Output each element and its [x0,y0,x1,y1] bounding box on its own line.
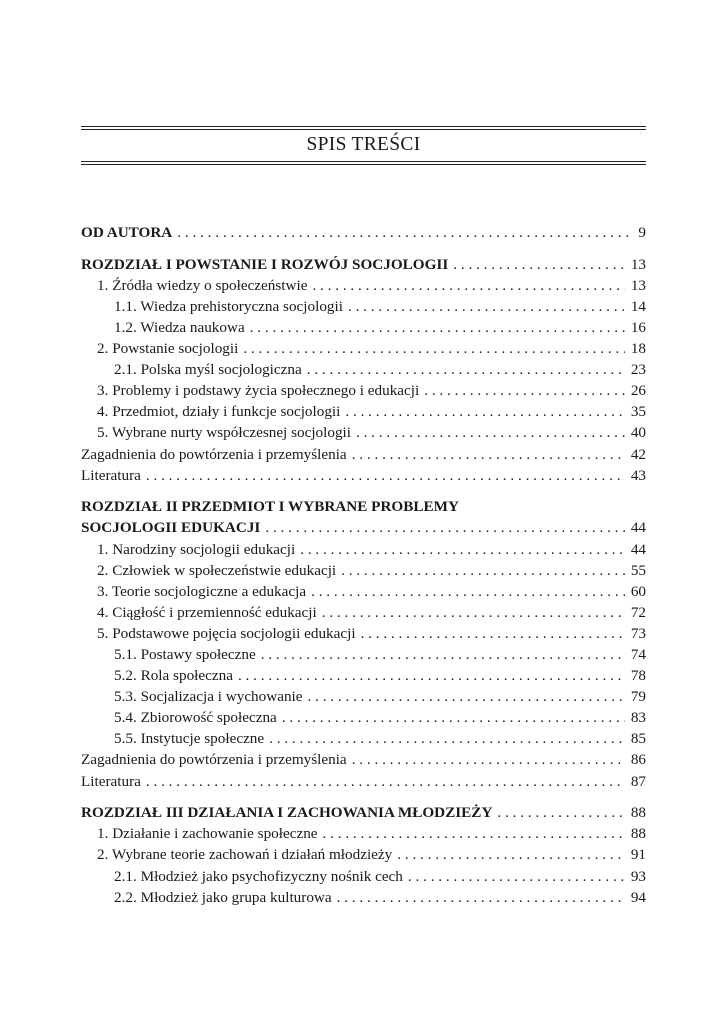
toc-entry[interactable] [81,444,646,465]
toc-page-number: 73 [630,624,646,642]
toc-page-number: 44 [630,540,646,558]
toc-page-number: 87 [630,772,646,790]
toc-entry-label: Zagadnienia do powtórzenia i przemyślenia [81,445,347,463]
toc-page-number: 35 [630,403,646,421]
toc-entry[interactable] [81,707,646,728]
toc-page-number: 60 [630,582,646,600]
dot-leader [322,602,625,623]
toc-entry-label: 5.5. Instytucje społeczne [114,730,265,748]
toc-entry[interactable] [81,844,646,865]
toc-page-number: 44 [630,519,646,537]
toc-entry-label: 4. Przedmiot, działy i funkcje socjologii [97,403,341,421]
toc-entry-label: Literatura [81,772,141,790]
toc-entry-label: 4. Ciągłość i przemienność edukacji [97,603,317,621]
dot-leader [300,539,625,560]
title-top-rule-2 [81,129,646,130]
dot-leader [361,623,625,644]
title-top-rule-1 [81,126,646,127]
dot-leader [356,422,625,443]
dot-leader [397,844,625,865]
toc-entry-label: 5.2. Rola społeczna [114,667,233,685]
dot-leader [453,254,625,275]
toc-page-number: 16 [630,318,646,336]
toc-entry[interactable] [81,771,646,792]
toc-entry-label: 2.2. Młodzież jako grupa kulturowa [114,888,332,906]
toc-entry[interactable] [81,539,646,560]
dot-leader [408,866,625,887]
dot-leader [345,401,624,422]
toc-page-number: 43 [630,466,646,484]
title-bottom-rule-1 [81,161,646,162]
dot-leader [146,465,625,486]
toc-entry-label: 1. Narodziny socjologii edukacji [97,540,296,558]
toc-entry[interactable] [81,749,646,770]
toc-entry[interactable] [81,422,646,443]
toc-page-number: 14 [630,297,646,315]
table-of-contents [81,222,646,908]
toc-page-number: 23 [630,361,646,379]
section-gap [81,486,646,497]
toc-page-number: 42 [630,445,646,463]
toc-entry-label: 5.3. Socjalizacja i wychowanie [114,688,303,706]
dot-leader [265,517,624,538]
toc-chapter-entry[interactable] [81,222,646,243]
toc-entry-label: Zagadnienia do powtórzenia i przemyślenia [81,751,347,769]
toc-chapter-entry[interactable] [81,254,646,275]
toc-entry[interactable] [81,602,646,623]
toc-entry-label: 2. Powstanie socjologii [97,340,239,358]
toc-entry-label: 2.1. Młodzież jako psychofizyczny nośnik cech [114,867,403,885]
section-gap [81,243,646,254]
toc-entry-label: 3. Problemy i podstawy życia społecznego i edukacji [97,382,420,400]
dot-leader [308,686,625,707]
toc-entry[interactable] [81,823,646,844]
dot-leader [497,802,624,823]
toc-chapter-entry[interactable] [81,802,646,823]
dot-leader [341,560,625,581]
toc-entry[interactable] [81,686,646,707]
toc-entry[interactable] [81,296,646,317]
toc-entry[interactable] [81,581,646,602]
toc-page-number: 83 [630,709,646,727]
toc-entry-label: 5. Wybrane nurty współczesnej socjologii [97,424,351,442]
title-bottom-rule-2 [81,164,646,165]
toc-page-number: 94 [630,888,646,906]
toc-page-number: 86 [630,751,646,769]
toc-page-number: 88 [630,825,646,843]
toc-entry-label: 2.1. Polska myśl socjologiczna [114,361,302,379]
toc-entry-label: OD AUTORA [81,224,173,241]
toc-entry[interactable] [81,275,646,296]
toc-entry[interactable] [81,380,646,401]
dot-leader [311,581,625,602]
toc-entry[interactable] [81,338,646,359]
dot-leader [250,317,625,338]
dot-leader [146,771,625,792]
toc-entry-label: 1.2. Wiedza naukowa [114,318,245,336]
dot-leader [307,359,625,380]
toc-page-number: 55 [630,561,646,579]
toc-entry[interactable] [81,359,646,380]
dot-leader [312,275,624,296]
toc-entry-label: 1. Źródła wiedzy o społeczeństwie [97,276,308,294]
dot-leader [282,707,625,728]
toc-entry[interactable] [81,317,646,338]
page-title: SPIS TREŚCI [306,134,421,155]
dot-leader [238,665,625,686]
toc-entry[interactable] [81,465,646,486]
toc-page-number: 78 [630,667,646,685]
toc-page-number: 88 [630,804,646,822]
toc-entry[interactable] [81,560,646,581]
dot-leader [348,296,625,317]
toc-entry-label: 1. Działanie i zachowanie społeczne [97,825,318,843]
toc-entry-label: 2. Człowiek w społeczeństwie edukacji [97,561,337,579]
toc-entry[interactable] [81,623,646,644]
dot-leader [352,749,625,770]
toc-page-number: 13 [630,276,646,294]
toc-page-number: 74 [630,645,646,663]
toc-entry-label: 2. Wybrane teorie zachowań i działań młodzieży [97,846,393,864]
toc-page-number: 9 [638,224,646,241]
toc-entry-label: Literatura [81,466,141,484]
toc-page-number: 40 [630,424,646,442]
dot-leader [261,644,625,665]
section-gap [81,792,646,803]
dot-leader [323,823,625,844]
toc-entry[interactable] [81,728,646,749]
toc-entry-label: 5.1. Postawy społeczne [114,645,256,663]
toc-entry[interactable] [81,665,646,686]
toc-page-number: 26 [630,382,646,400]
toc-page-number: 13 [630,255,646,273]
toc-page-number: 18 [630,340,646,358]
dot-leader [177,222,632,243]
toc-entry-label: ROZDZIAŁ I POWSTANIE I ROZWÓJ SOCJOLOGII [81,255,449,273]
dot-leader [337,887,625,908]
dot-leader [269,728,625,749]
toc-entry[interactable] [81,401,646,422]
toc-chapter-heading[interactable]: ROZDZIAŁ II PRZEDMIOT I WYBRANE PROBLEMY [81,498,459,516]
toc-entry-label: 3. Teorie socjologiczne a edukacja [97,582,307,600]
dot-leader [243,338,624,359]
toc-page-number: 85 [630,730,646,748]
toc-entry-label: ROZDZIAŁ III DZIAŁANIA I ZACHOWANIA MŁODZIEŻY [81,804,493,822]
dot-leader [352,444,625,465]
toc-entry-label: 5. Podstawowe pojęcia socjologii edukacji [97,624,356,642]
toc-page-number: 93 [630,867,646,885]
dot-leader [424,380,625,401]
toc-entry[interactable] [81,887,646,908]
toc-page-number: 79 [630,688,646,706]
toc-entry[interactable] [81,866,646,887]
toc-entry[interactable] [81,644,646,665]
toc-entry-label: 1.1. Wiedza prehistoryczna socjologii [114,297,343,315]
toc-entry-label: 5.4. Zbiorowość społeczna [114,709,277,727]
toc-chapter-entry[interactable] [81,517,646,538]
toc-page-number: 91 [630,846,646,864]
toc-entry-label: SOCJOLOGII EDUKACJI [81,519,261,537]
toc-page-number: 72 [630,603,646,621]
